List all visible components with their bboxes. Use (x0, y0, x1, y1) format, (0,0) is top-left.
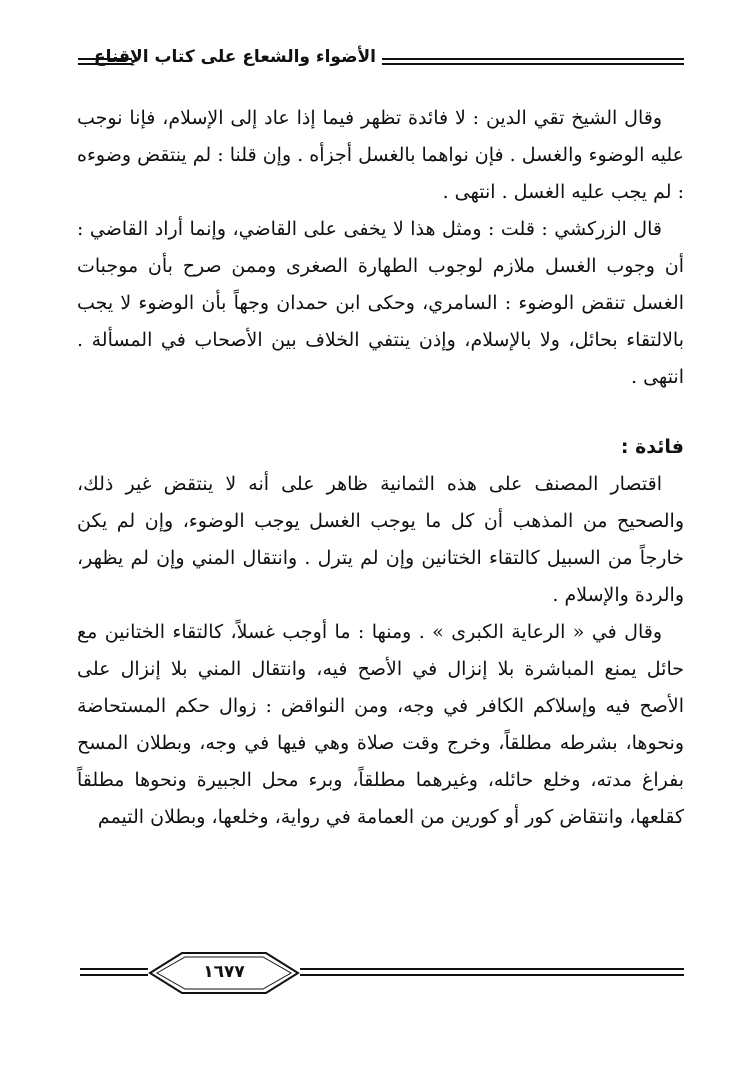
page-body (77, 100, 684, 836)
paragraph: اقتصار المصنف على هذه الثمانية ظاهر على أنه لا ينتقض غير ذلك، والصحيح من المذهب أن كل ما يوجب الغسل يوجب الوضوء، وإن لم يكن خارجاً من السبيل كالتقاء الختانين وإن لم يترل . وانتقال المني وإن لم يظهر، والردة والإسلام . (77, 473, 684, 606)
footer-rule-left (80, 968, 148, 976)
page-footer (80, 948, 684, 1008)
paragraph: وقال في « الرعاية الكبرى » . ومنها : ما أوجب غسلاً، كالتقاء الختانين مع حائل يمنع المباشرة بلا إنزال في الأصح فيه، وانتقال المني بلا إنزال على الأصح فيه وإسلاكم الكافر في وجه، ومن النواقض : زوال حكم المستحاضة ونحوها، بشرطه مطلقاً، وخرج وقت صلاة وهي فيها في وجه، وبطلان المسح بفراغ مدته، وخلع حائله، وغيرهما مطلقاً، وبرء محل الجبيرة ونحوها مطلقاً كقلعها، وانتقاض كور أو كورين من العمامة في رواية، وخلعها، وبطلان التيمم (77, 621, 684, 828)
running-header (78, 44, 684, 78)
paragraph: وقال الشيخ تقي الدين : لا فائدة تظهر فيما إذا عاد إلى الإسلام، فإنا نوجب عليه الوضوء والغسل . فإن نواهما بالغسل أجزأه . وإن قلنا : لم ينتقض وضوءه : لم يجب عليه الغسل . انتهى . (77, 107, 684, 203)
page-number: ١٦٧٧ (203, 962, 245, 982)
section-heading: فائدة : (620, 436, 684, 458)
header-rule-right (382, 58, 684, 65)
header-rule-left (78, 58, 132, 65)
footer-rule-right (300, 968, 684, 976)
paragraph: قال الزركشي : قلت : ومثل هذا لا يخفى على القاضي، وإنما أراد القاضي : أن وجوب الغسل ملازم لوجوب الطهارة الصغرى وممن صرح بأن موجبات الغسل تنقض الوضوء : السامري، وحكى ابن حمدان وجهاً بأن الوضوء لا يجب بالالتقاء بحائل، ولا بالإسلام، وإذن ينتفي الخلاف بين الأصحاب في المسألة . انتهى . (77, 218, 684, 388)
running-header-title: الأضواء والشعاع على كتاب الإقناع (93, 47, 376, 67)
